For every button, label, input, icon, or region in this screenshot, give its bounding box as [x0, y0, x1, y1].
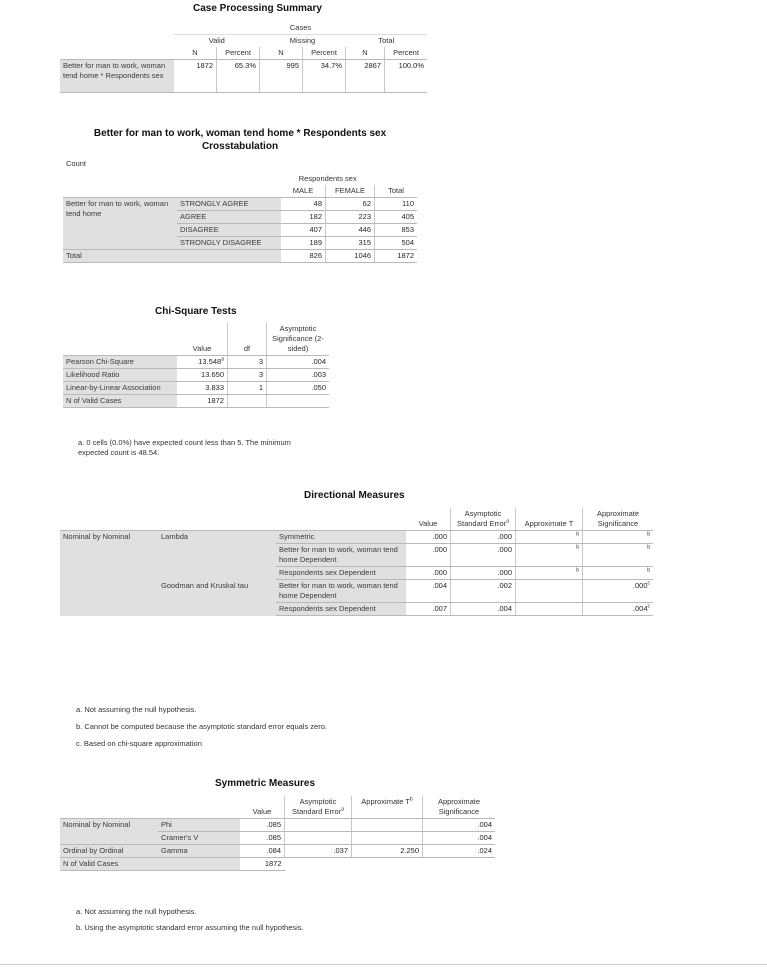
chi-square-title: Chi-Square Tests	[155, 306, 237, 317]
cell-t	[516, 580, 583, 603]
percent-header: Percent	[303, 47, 346, 60]
cell-ase: .037	[285, 845, 352, 858]
cell-value: .007	[406, 603, 451, 616]
row-label: Cramer's V	[158, 832, 240, 845]
cell-male: 48	[281, 198, 326, 211]
row-label: Better for man to work, woman tend home Dependent	[276, 544, 406, 567]
row-label: STRONGLY AGREE	[177, 198, 281, 211]
cell-value: .004	[406, 580, 451, 603]
cell-sig: b	[583, 544, 654, 567]
cell-female: 223	[326, 211, 375, 224]
cell-value: 3.833	[177, 382, 228, 395]
n-header: N	[346, 47, 385, 60]
row-label: STRONGLY DISAGREE	[177, 237, 281, 250]
total-row-label: Total	[63, 250, 281, 263]
cell-sig: .000$^c$	[583, 580, 654, 603]
crosstab-table	[63, 173, 417, 263]
crosstab-title-line1: Better for man to work, woman tend home * Respondents sex	[93, 128, 387, 139]
valid-n: 1872	[174, 60, 217, 93]
valid-pct: 65.3%	[217, 60, 260, 93]
cell-t: 2.250	[352, 845, 423, 858]
n-header: N	[174, 47, 217, 60]
cell-value: .000	[406, 544, 451, 567]
sig-header: Asymptotic Significance (2-sided)	[267, 323, 330, 356]
row-label: AGREE	[177, 211, 281, 224]
row-label: Better for man to work, woman tend home * Respondents sex	[60, 60, 174, 93]
cell-total: 110	[375, 198, 418, 211]
gk-tau-label: Goodman and Kruskal tau	[158, 580, 276, 616]
t-header: Approximate $T^b$	[352, 796, 423, 819]
chi-square-table	[63, 323, 329, 408]
cell-ase: .002	[451, 580, 516, 603]
cell-sig: b	[583, 567, 654, 580]
total-total: 1872	[375, 250, 418, 263]
percent-header: Percent	[385, 47, 428, 60]
cell-sig: .003	[267, 369, 330, 382]
cell-ase: .004	[451, 603, 516, 616]
cell-value: 13.650	[177, 369, 228, 382]
male-header: MALE	[281, 185, 326, 198]
cell-t	[352, 832, 423, 845]
cell-t: b	[516, 544, 583, 567]
cell-value: .000	[406, 531, 451, 544]
cell-t	[516, 603, 583, 616]
group-label: Ordinal by Ordinal	[60, 845, 158, 858]
ase-header: Asymptotic Standard Error$^a$	[285, 796, 352, 819]
cell-female: 315	[326, 237, 375, 250]
cell-male: 182	[281, 211, 326, 224]
symmetric-note-b: b. Using the asymptotic standard error assuming the null hypothesis.	[76, 923, 304, 932]
ase-header: Asymptotic Standard Error$^a$	[451, 508, 516, 531]
n-valid-label: N of Valid Cases	[60, 858, 240, 871]
missing-pct: 34.7%	[303, 60, 346, 93]
case-processing-title: Case Processing Summary	[193, 3, 322, 14]
female-header: FEMALE	[326, 185, 375, 198]
row-label: Respondents sex Dependent	[276, 603, 406, 616]
cell-total: 853	[375, 224, 418, 237]
sig-header: Approximate Significance	[423, 796, 496, 819]
cell-ase	[285, 819, 352, 832]
respondents-sex-header: Respondents sex	[298, 174, 357, 183]
row-label: Phi	[158, 819, 240, 832]
cell-sig: .004	[423, 832, 496, 845]
sig-header: Approximate Significance	[583, 508, 654, 531]
directional-note-c: c. Based on chi-square approximation	[76, 739, 202, 748]
cell-value: .084	[240, 845, 285, 858]
valid-header: Valid	[208, 36, 225, 45]
value-header: Value	[177, 323, 228, 356]
cell-ase: .000	[451, 567, 516, 580]
cell-t	[352, 819, 423, 832]
lambda-label: Lambda	[158, 531, 276, 580]
cell-total: 504	[375, 237, 418, 250]
directional-note-b: b. Cannot be computed because the asymptotic standard error equals zero.	[76, 722, 327, 731]
total-header: Total	[378, 36, 395, 45]
symmetric-title: Symmetric Measures	[215, 778, 316, 789]
cell-sig: b	[583, 531, 654, 544]
row-label: DISAGREE	[177, 224, 281, 237]
row-label: Respondents sex Dependent	[276, 567, 406, 580]
row-label: Better for man to work, woman tend home Dependent	[276, 580, 406, 603]
row-label: Linear-by-Linear Association	[63, 382, 177, 395]
chi-square-note: a. 0 cells (0.0%) have expected count less than 5. The minimum expected count is 48.54.	[78, 438, 291, 457]
row-label: Gamma	[158, 845, 240, 858]
total-header: Total	[375, 185, 418, 198]
count-label: Count	[66, 159, 87, 168]
row-label: Likelihood Ratio	[63, 369, 177, 382]
t-header: Approximate T	[516, 508, 583, 531]
cell-df	[228, 395, 267, 408]
cell-sig: .050	[267, 382, 330, 395]
cell-total: 405	[375, 211, 418, 224]
row-label: Symmetric	[276, 531, 406, 544]
directional-note-a: a. Not assuming the null hypothesis.	[76, 705, 197, 714]
crosstab-title	[70, 127, 410, 153]
cell-female: 446	[326, 224, 375, 237]
directional-table	[60, 508, 653, 616]
row-label: N of Valid Cases	[63, 395, 177, 408]
crosstab-title-line2: Crosstabulation	[201, 141, 279, 152]
group-label: Nominal by Nominal	[60, 819, 158, 845]
cell-t: b	[516, 567, 583, 580]
cell-sig: .024	[423, 845, 496, 858]
n-header: N	[260, 47, 303, 60]
cell-sig: .004$^c$	[583, 603, 654, 616]
n-valid-value: 1872	[240, 858, 285, 871]
row-group-label: Better for man to work, woman tend home	[63, 198, 177, 250]
cell-ase	[285, 832, 352, 845]
row-label: Pearson Chi-Square	[63, 356, 177, 369]
value-header: Value	[240, 796, 285, 819]
total-female: 1046	[326, 250, 375, 263]
cell-value: .000	[406, 567, 451, 580]
value-header: Value	[406, 508, 451, 531]
percent-header: Percent	[217, 47, 260, 60]
cell-female: 62	[326, 198, 375, 211]
case-processing-table	[60, 22, 427, 93]
symmetric-note-a: a. Not assuming the null hypothesis.	[76, 907, 197, 916]
symmetric-table	[60, 796, 495, 871]
page-bottom-divider	[0, 964, 767, 965]
total-n: 2867	[346, 60, 385, 93]
missing-header: Missing	[289, 36, 316, 45]
cell-df: 3	[228, 356, 267, 369]
directional-title: Directional Measures	[304, 490, 405, 501]
cell-value: 1872	[177, 395, 228, 408]
cell-sig: .004	[267, 356, 330, 369]
cell-ase: .000	[451, 544, 516, 567]
cell-t: b	[516, 531, 583, 544]
cell-value: .085	[240, 819, 285, 832]
cell-value: .085	[240, 832, 285, 845]
total-pct: 100.0%	[385, 60, 428, 93]
missing-n: 995	[260, 60, 303, 93]
total-male: 826	[281, 250, 326, 263]
cases-header: Cases	[174, 22, 427, 35]
cell-sig: .004	[423, 819, 496, 832]
cell-ase: .000	[451, 531, 516, 544]
df-header: df	[228, 323, 267, 356]
cell-value: 13.548$^a$	[177, 356, 228, 369]
cell-df: 3	[228, 369, 267, 382]
cell-male: 407	[281, 224, 326, 237]
cell-df: 1	[228, 382, 267, 395]
cell-sig	[267, 395, 330, 408]
group-label: Nominal by Nominal	[60, 531, 158, 616]
cell-male: 189	[281, 237, 326, 250]
